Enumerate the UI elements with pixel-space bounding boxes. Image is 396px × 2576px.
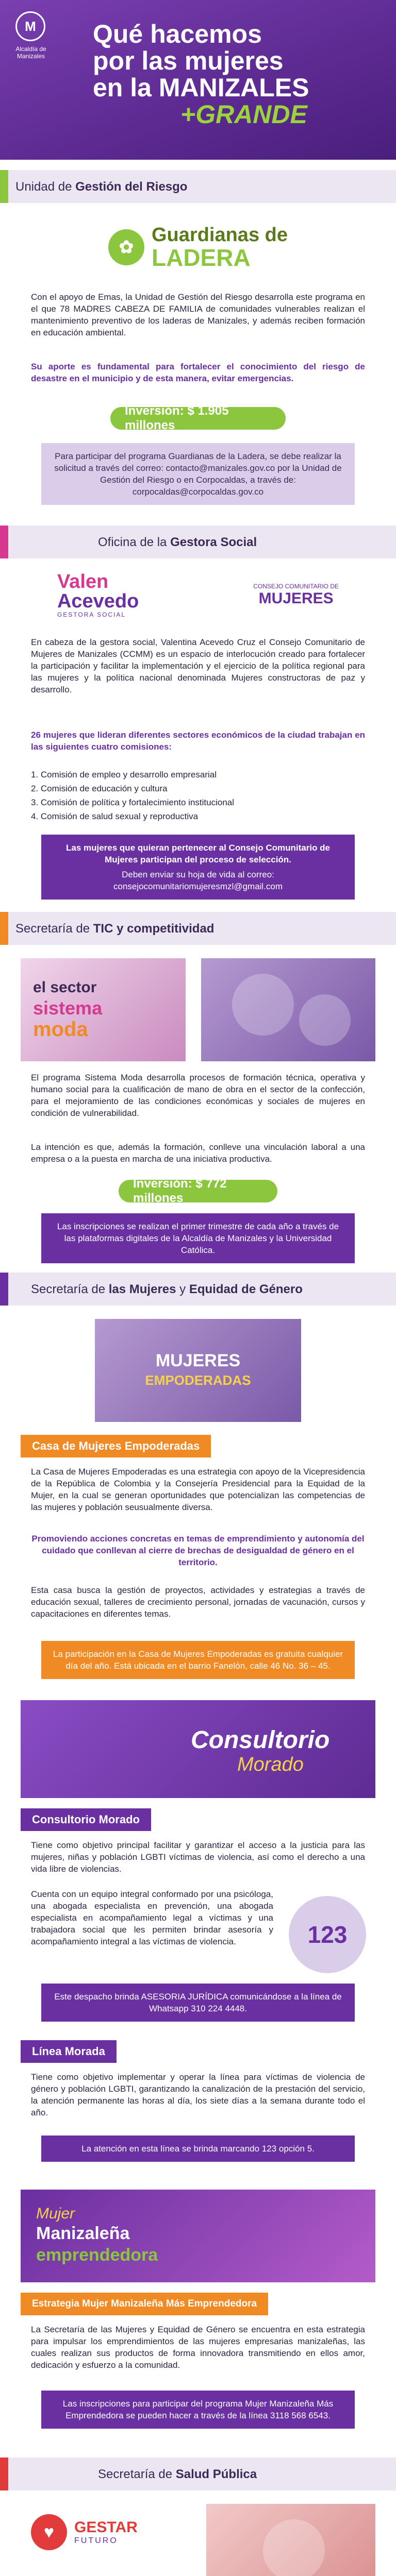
linea-callout: La atención en esta línea se brinda marcando 123 opción 5. — [41, 2136, 355, 2162]
city-crest-logo: M — [15, 11, 45, 41]
consultorio-paragraph-1: Tiene como objetivo principal facilitar y garantizar el acceso a la justicia para las mujeres, niñas y población LGBTI víctimas de violencia, así como el derecho a una vida libre de violencias. — [31, 1840, 365, 1874]
consejo-mujeres-logo: CONSEJO COMUNITARIO DE MUJERES — [253, 583, 339, 607]
list-item: 1. Comisión de empleo y desarrollo empresarial — [31, 770, 217, 779]
riesgo-investment: Inversión: $ 1.905 millones — [110, 407, 286, 430]
estrategia-paragraph: La Secretaría de las Mujeres y Equidad de Género se encuentra en esta estrategia para impulsar los emprendimientos de las mujeres empresarias manizaleñas, las cuales realizan sus productos de forma innovadora transmitiendo en ellos amor, dedicación y esfuerzo a la comunidad. — [31, 2325, 365, 2370]
valen-acevedo-logo: Valen Acevedo GESTORA SOCIAL — [57, 571, 139, 618]
emprendedora-banner: Mujer Manizaleña emprendedora — [21, 2190, 375, 2282]
heart-icon: ♥ — [31, 2514, 67, 2550]
consultorio-callout: Este despacho brinda ASESORIA JURÍDICA comunicándose a la línea de Whatsapp 310 224 4448. — [41, 1984, 355, 2022]
riesgo-paragraph-2: Su aporte es fundamental para fortalecer el conocimiento del riesgo de desastre en el municipio y de esta manera, evitar emergencias. — [31, 362, 365, 383]
gestante-photo — [206, 2504, 375, 2576]
subhead-linea-morada: Línea Morada — [21, 2040, 117, 2063]
gestora-callout: Las mujeres que quieran pertenecer al Consejo Comunitario de Mujeres participan del proceso de selección. Deben enviar su hoja de vida al correo: consejocomunitariomujeresmzl@gmail.com — [41, 835, 355, 900]
subhead-consultorio: Consultorio Morado — [21, 1808, 151, 1831]
list-item: 3. Comisión de política y fortalecimiento institucional — [31, 798, 235, 807]
leaf-icon: ✿ — [108, 229, 144, 265]
section-heading-mujeres: Secretaría de las Mujeres y Equidad de Género — [0, 1273, 396, 1306]
tic-callout: Las inscripciones se realizan el primer trimestre de cada año a través de las plataformas digitales de la Alcaldía de Manizales y la Universidad Católica. — [41, 1213, 355, 1263]
brand-plus: +GRANDE — [180, 100, 307, 129]
brand-name: MANIZALES — [158, 73, 309, 102]
list-item: 2. Comisión de educación y cultura — [31, 784, 168, 793]
section-heading-riesgo: Unidad de Gestión del Riesgo — [0, 170, 396, 203]
crest-label: Alcaldía de Manizales — [15, 45, 46, 60]
section-heading-salud: Secretaría de Salud Pública — [0, 2458, 396, 2490]
consultorio-morado-banner: Consultorio Morado — [21, 1700, 375, 1798]
hero-header — [0, 0, 396, 160]
comisiones-list — [31, 768, 365, 823]
guardianas-logo: ✿ Guardianas de LADERA — [0, 214, 396, 281]
riesgo-contact-callout: Para participar del programa Guardianas de la Ladera, se debe realizar la solicitud a través del correo: contacto@manizales.gov.co por la Unidad de Gestión del Riesgo o en Corpocaldas, a través de: corpocaldas@corpocaldas.gov.co — [41, 443, 355, 505]
page-title: Qué hacemos por las mujeres en la MANIZALES +GRANDE — [93, 20, 309, 129]
section-heading-gestora: Oficina de la Gestora Social — [0, 526, 396, 558]
linea-paragraph: Tiene como objetivo implementar y operar la línea para víctimas de violencia de género y población LGBTI, garantizando la canalización de la prestación del servicio, la atención permanente las horas al día, los siete días a la semana durante todo el año. — [31, 2072, 365, 2117]
casa-paragraph-3: Esta casa busca la gestión de proyectos, actividades y estrategias a través de educación sexual, talleres de crecimiento personal, jornadas de vacunación, cursos y capacitaciones en diferentes temas. — [31, 1585, 365, 1619]
gestora-paragraph-1: En cabeza de la gestora social, Valentina Acevedo Cruz el Consejo Comunitario de Mujeres de Manizales (CCMM) es un espacio de interlocución creado para fortalecer la participación y facilitar la implementación y el ejercicio de la política regional para las mujeres y la política nacional denominada Mujeres constructoras de paz y desarrollo. — [31, 637, 365, 694]
tic-paragraph-2: La intención es que, además la formación, conlleve una vinculación laboral a una empresa o a la puesta en marcha de una iniciativa productiva. — [31, 1142, 365, 1164]
mujeres-empoderadas-logo: MUJERES EMPODERADAS — [95, 1319, 301, 1422]
estrategia-callout: Las inscripciones para participar del programa Mujer Manizaleña Más Emprendedora se pueden hacer a través de la línea 3118 568 6543. — [41, 2391, 355, 2429]
sewing-photo — [201, 958, 375, 1061]
casa-paragraph-1: La Casa de Mujeres Empoderadas es una estrategia con apoyo de la Vicepresidencia de la República de Colombia y la Consejería Presidencial para la Equidad de la Mujer, en la cual se generan oportunidades que potencializan las competencias de las mujeres y población seusualmente diversa. — [31, 1467, 365, 1512]
list-item: 4. Comisión de salud sexual y reproductiva — [31, 811, 199, 821]
casa-paragraph-2: Promoviendo acciones concretas en temas de emprendimiento y autonomía del cuidado que conllevan al cierre de brechas de desigualdad de género en el territorio. — [31, 1534, 365, 1567]
consultorio-paragraph-2: Cuenta con un equipo integral conformado por una psicóloga, una abogada especialista en prevención, una abogada especialista en acompañamiento legal a víctimas y una trabajadora social que les permiten brindar asesoría y acompañamiento integral a las víctimas de violencia. — [31, 1889, 273, 1946]
subhead-estrategia: Estrategia Mujer Manizaleña Más Emprendedora — [21, 2293, 268, 2315]
sistema-moda-logo: el sector sistema moda — [21, 958, 186, 1061]
subhead-casa: Casa de Mujeres Empoderadas — [21, 1435, 211, 1458]
gestora-logos — [0, 567, 396, 623]
riesgo-paragraph-1: Con el apoyo de Emas, la Unidad de Gestión del Riesgo desarrolla este programa en el que 78 MADRES CABEZA DE FAMILIA de comunidades vulnerables realizan el mantenimiento preventivo de los laderas de Manizales, y además reciben formación en educación ambiental. — [31, 292, 365, 337]
gestar-futuro-logo: ♥ GESTAR FUTURO — [0, 2504, 396, 2561]
gestora-paragraph-2: 26 mujeres que lideran diferentes sectores económicos de la ciudad trabajan en las siguientes cuatro comisiones: — [31, 730, 365, 752]
line-123-badge: 123 — [289, 1896, 366, 1973]
casa-callout: La participación en la Casa de Mujeres Empoderadas es gratuita cualquier día del año. Está ubicada en el barrio Fanelón, calle 46 No. 36 – 45. — [41, 1641, 355, 1679]
tic-investment: Inversión: $ 772 millones — [119, 1180, 277, 1202]
section-heading-tic: Secretaría de TIC y competitividad — [0, 912, 396, 945]
tic-paragraph-1: El programa Sistema Moda desarrolla procesos de formación técnica, operativa y humano social para la cualificación de mano de obra en el sector de la confección, para el mejoramiento de las condiciones económicas y sociales de mujeres en condición de vulnerabilidad. — [31, 1073, 365, 1118]
